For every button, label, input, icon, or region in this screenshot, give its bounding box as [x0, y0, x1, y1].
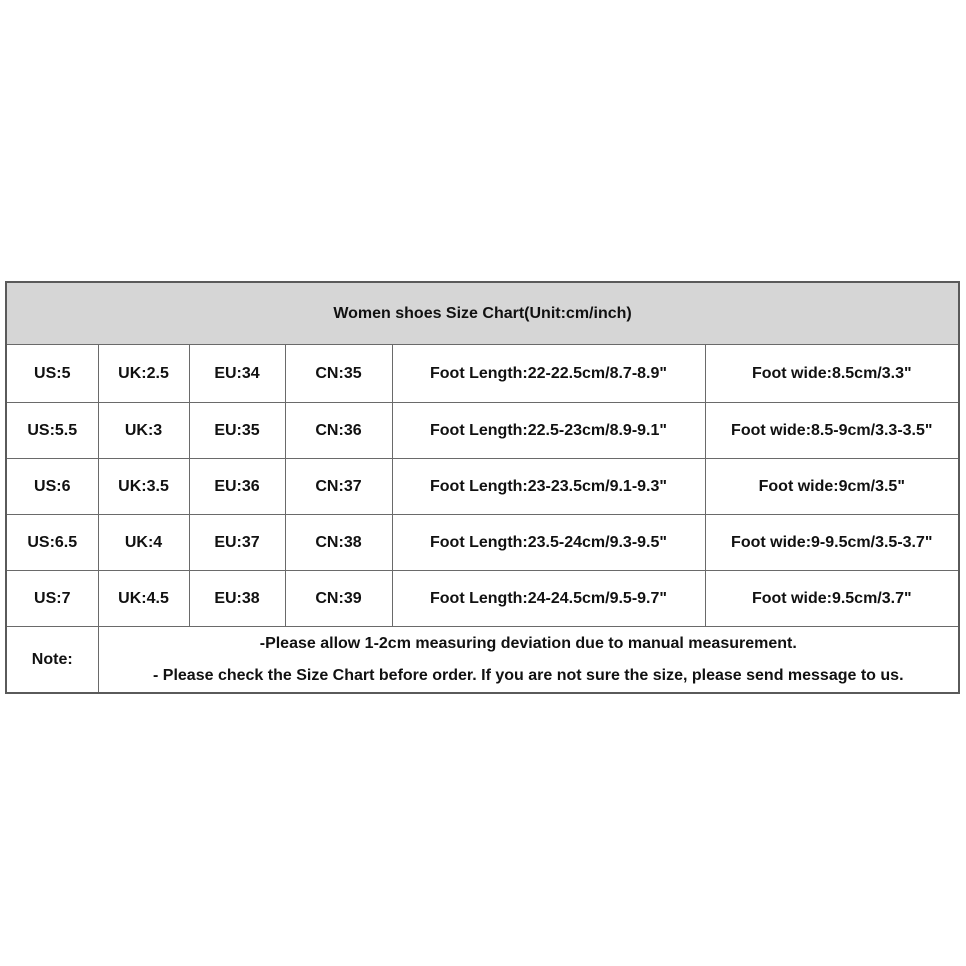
eu-size-cell: EU:37 — [189, 515, 285, 571]
size-chart — [5, 281, 958, 694]
us-size-cell: US:6.5 — [6, 515, 98, 571]
title-row — [6, 282, 959, 345]
us-size-cell: US:7 — [6, 571, 98, 627]
table-row — [6, 459, 959, 515]
note-line: - Please check the Size Chart before order. If you are not sure the size, please send message to us. — [153, 666, 904, 684]
table-row — [6, 403, 959, 459]
table-row — [6, 345, 959, 403]
table-row — [6, 571, 959, 627]
eu-size-cell: EU:38 — [189, 571, 285, 627]
size-chart-table — [5, 281, 960, 694]
cn-size-cell: CN:38 — [285, 515, 392, 571]
foot-length-cell: Foot Length:23-23.5cm/9.1-9.3" — [392, 459, 705, 515]
uk-size-cell: UK:4 — [98, 515, 189, 571]
cn-size-cell: CN:36 — [285, 403, 392, 459]
note-content — [98, 627, 959, 694]
cn-size-cell: CN:35 — [285, 345, 392, 403]
foot-width-cell: Foot wide:9.5cm/3.7" — [705, 571, 959, 627]
eu-size-cell: EU:36 — [189, 459, 285, 515]
eu-size-cell: EU:34 — [189, 345, 285, 403]
note-label: Note: — [6, 627, 98, 694]
foot-width-cell: Foot wide:8.5cm/3.3" — [705, 345, 959, 403]
uk-size-cell: UK:3 — [98, 403, 189, 459]
cn-size-cell: CN:37 — [285, 459, 392, 515]
foot-width-cell: Foot wide:9cm/3.5" — [705, 459, 959, 515]
eu-size-cell: EU:35 — [189, 403, 285, 459]
foot-length-cell: Foot Length:22.5-23cm/8.9-9.1" — [392, 403, 705, 459]
uk-size-cell: UK:2.5 — [98, 345, 189, 403]
foot-width-cell: Foot wide:8.5-9cm/3.3-3.5" — [705, 403, 959, 459]
us-size-cell: US:5 — [6, 345, 98, 403]
cn-size-cell: CN:39 — [285, 571, 392, 627]
table-row — [6, 515, 959, 571]
uk-size-cell: UK:4.5 — [98, 571, 189, 627]
us-size-cell: US:6 — [6, 459, 98, 515]
note-row — [6, 627, 959, 694]
chart-title: Women shoes Size Chart(Unit:cm/inch) — [6, 282, 959, 345]
note-line: -Please allow 1-2cm measuring deviation due to manual measurement. — [259, 634, 797, 652]
uk-size-cell: UK:3.5 — [98, 459, 189, 515]
foot-width-cell: Foot wide:9-9.5cm/3.5-3.7" — [705, 515, 959, 571]
us-size-cell: US:5.5 — [6, 403, 98, 459]
foot-length-cell: Foot Length:24-24.5cm/9.5-9.7" — [392, 571, 705, 627]
foot-length-cell: Foot Length:23.5-24cm/9.3-9.5" — [392, 515, 705, 571]
foot-length-cell: Foot Length:22-22.5cm/8.7-8.9" — [392, 345, 705, 403]
